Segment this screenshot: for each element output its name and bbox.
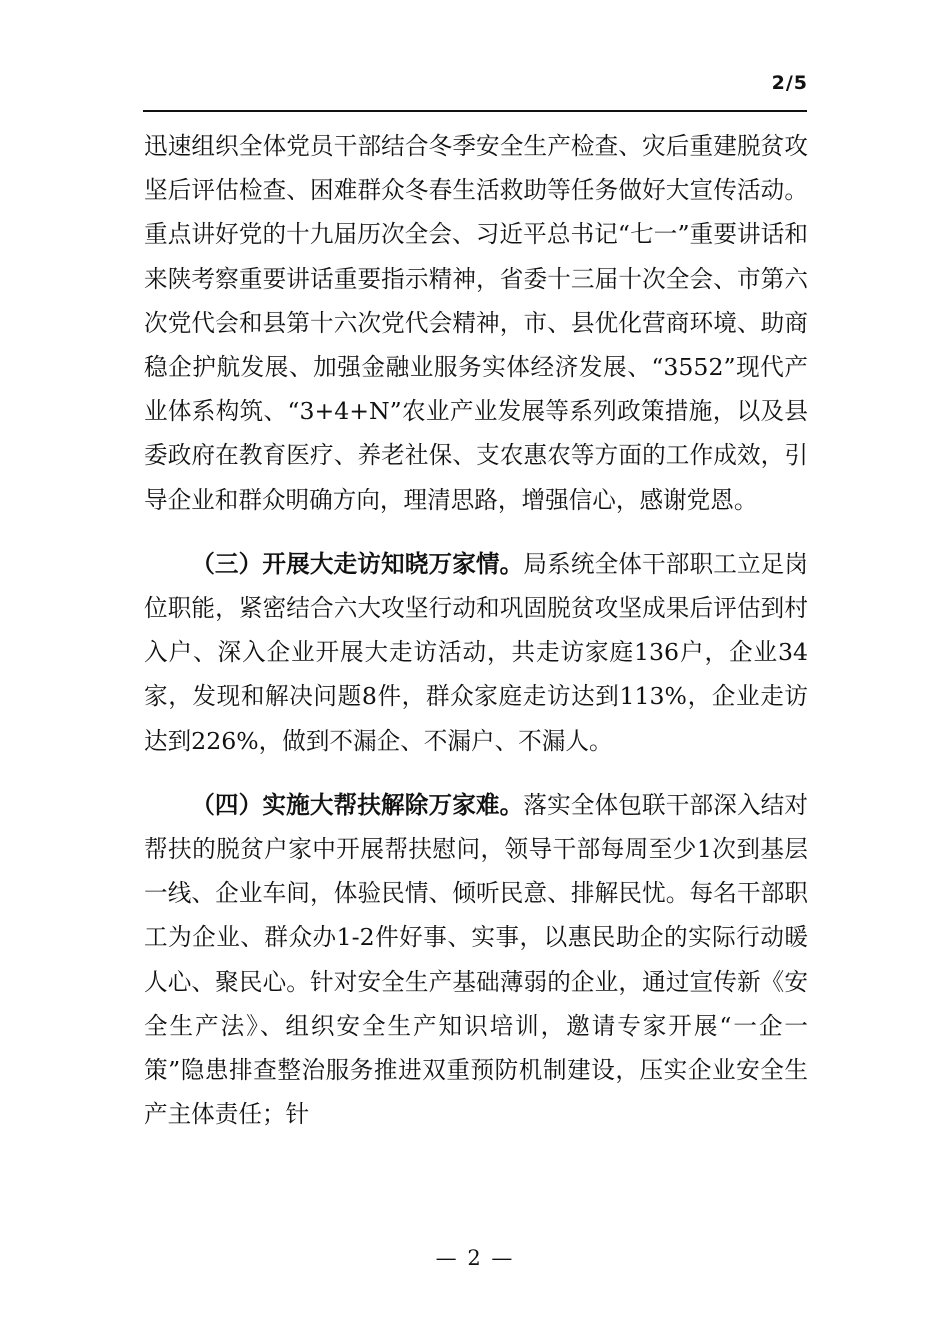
paragraph-visits-body: 局系统全体干部职工立足岗位职能，紧密结合六大攻坚行动和巩固脱贫攻坚成果后评估到村入户、深入企业开展大走访活动，共走访家庭136户，企业34家，发现和解决问题8件，群众家庭走访达到113%，企业走访达到226%，做到不漏企、不漏户、不漏人。 [144,549,808,755]
page-number: — 2 — [435,1246,515,1270]
paragraph-assistance-body: 落实全体包联干部深入结对帮扶的脱贫户家中开展帮扶慰问，领导干部每周至少1次到基层一线、企业车间，体验民情、倾听民意、排解民忧。每名干部职工为企业、群众办1-2件好事、实事，以惠民助企的实际行动暖人心、聚民心。针对安全生产基础薄弱的企业，通过宣传新《安全生产法》、组织安全生产知识培训，邀请专家开展“一企一策”隐患排查整治服务推进双重预防机制建设，压实企业安全生产主体责任；针 [144,790,808,1129]
paragraph-continued: 迅速组织全体党员干部结合冬季安全生产检查、灾后重建脱贫攻坚后评估检查、困难群众冬春生活救助等任务做好大宣传活动。重点讲好党的十九届历次全会、习近平总书记“七一”重要讲话和来陕考察重要讲话重要指示精神，省委十三届十次全会、市第六次党代会和县第十六次党代会精神，市、县优化营商环境、助商稳企护航发展、加强金融业服务实体经济发展、“3552”现代产业体系构筑、“3+4+N”农业产业发展等系列政策措施，以及县委政府在教育医疗、养老社保、支农惠农等方面的工作成效，引导企业和群众明确方向，理清思路，增强信心，感谢党恩。 [144,132,808,514]
paragraph-visits [144,542,808,763]
paragraph-assistance [144,783,808,1137]
section-heading-assistance: （四）实施大帮扶解除万家难。 [191,790,524,819]
page-counter: 2/5 [771,72,808,94]
document-body [144,124,808,1136]
header-rule [143,110,807,112]
section-heading-visits: （三）开展大走访知晓万家情。 [191,549,524,578]
